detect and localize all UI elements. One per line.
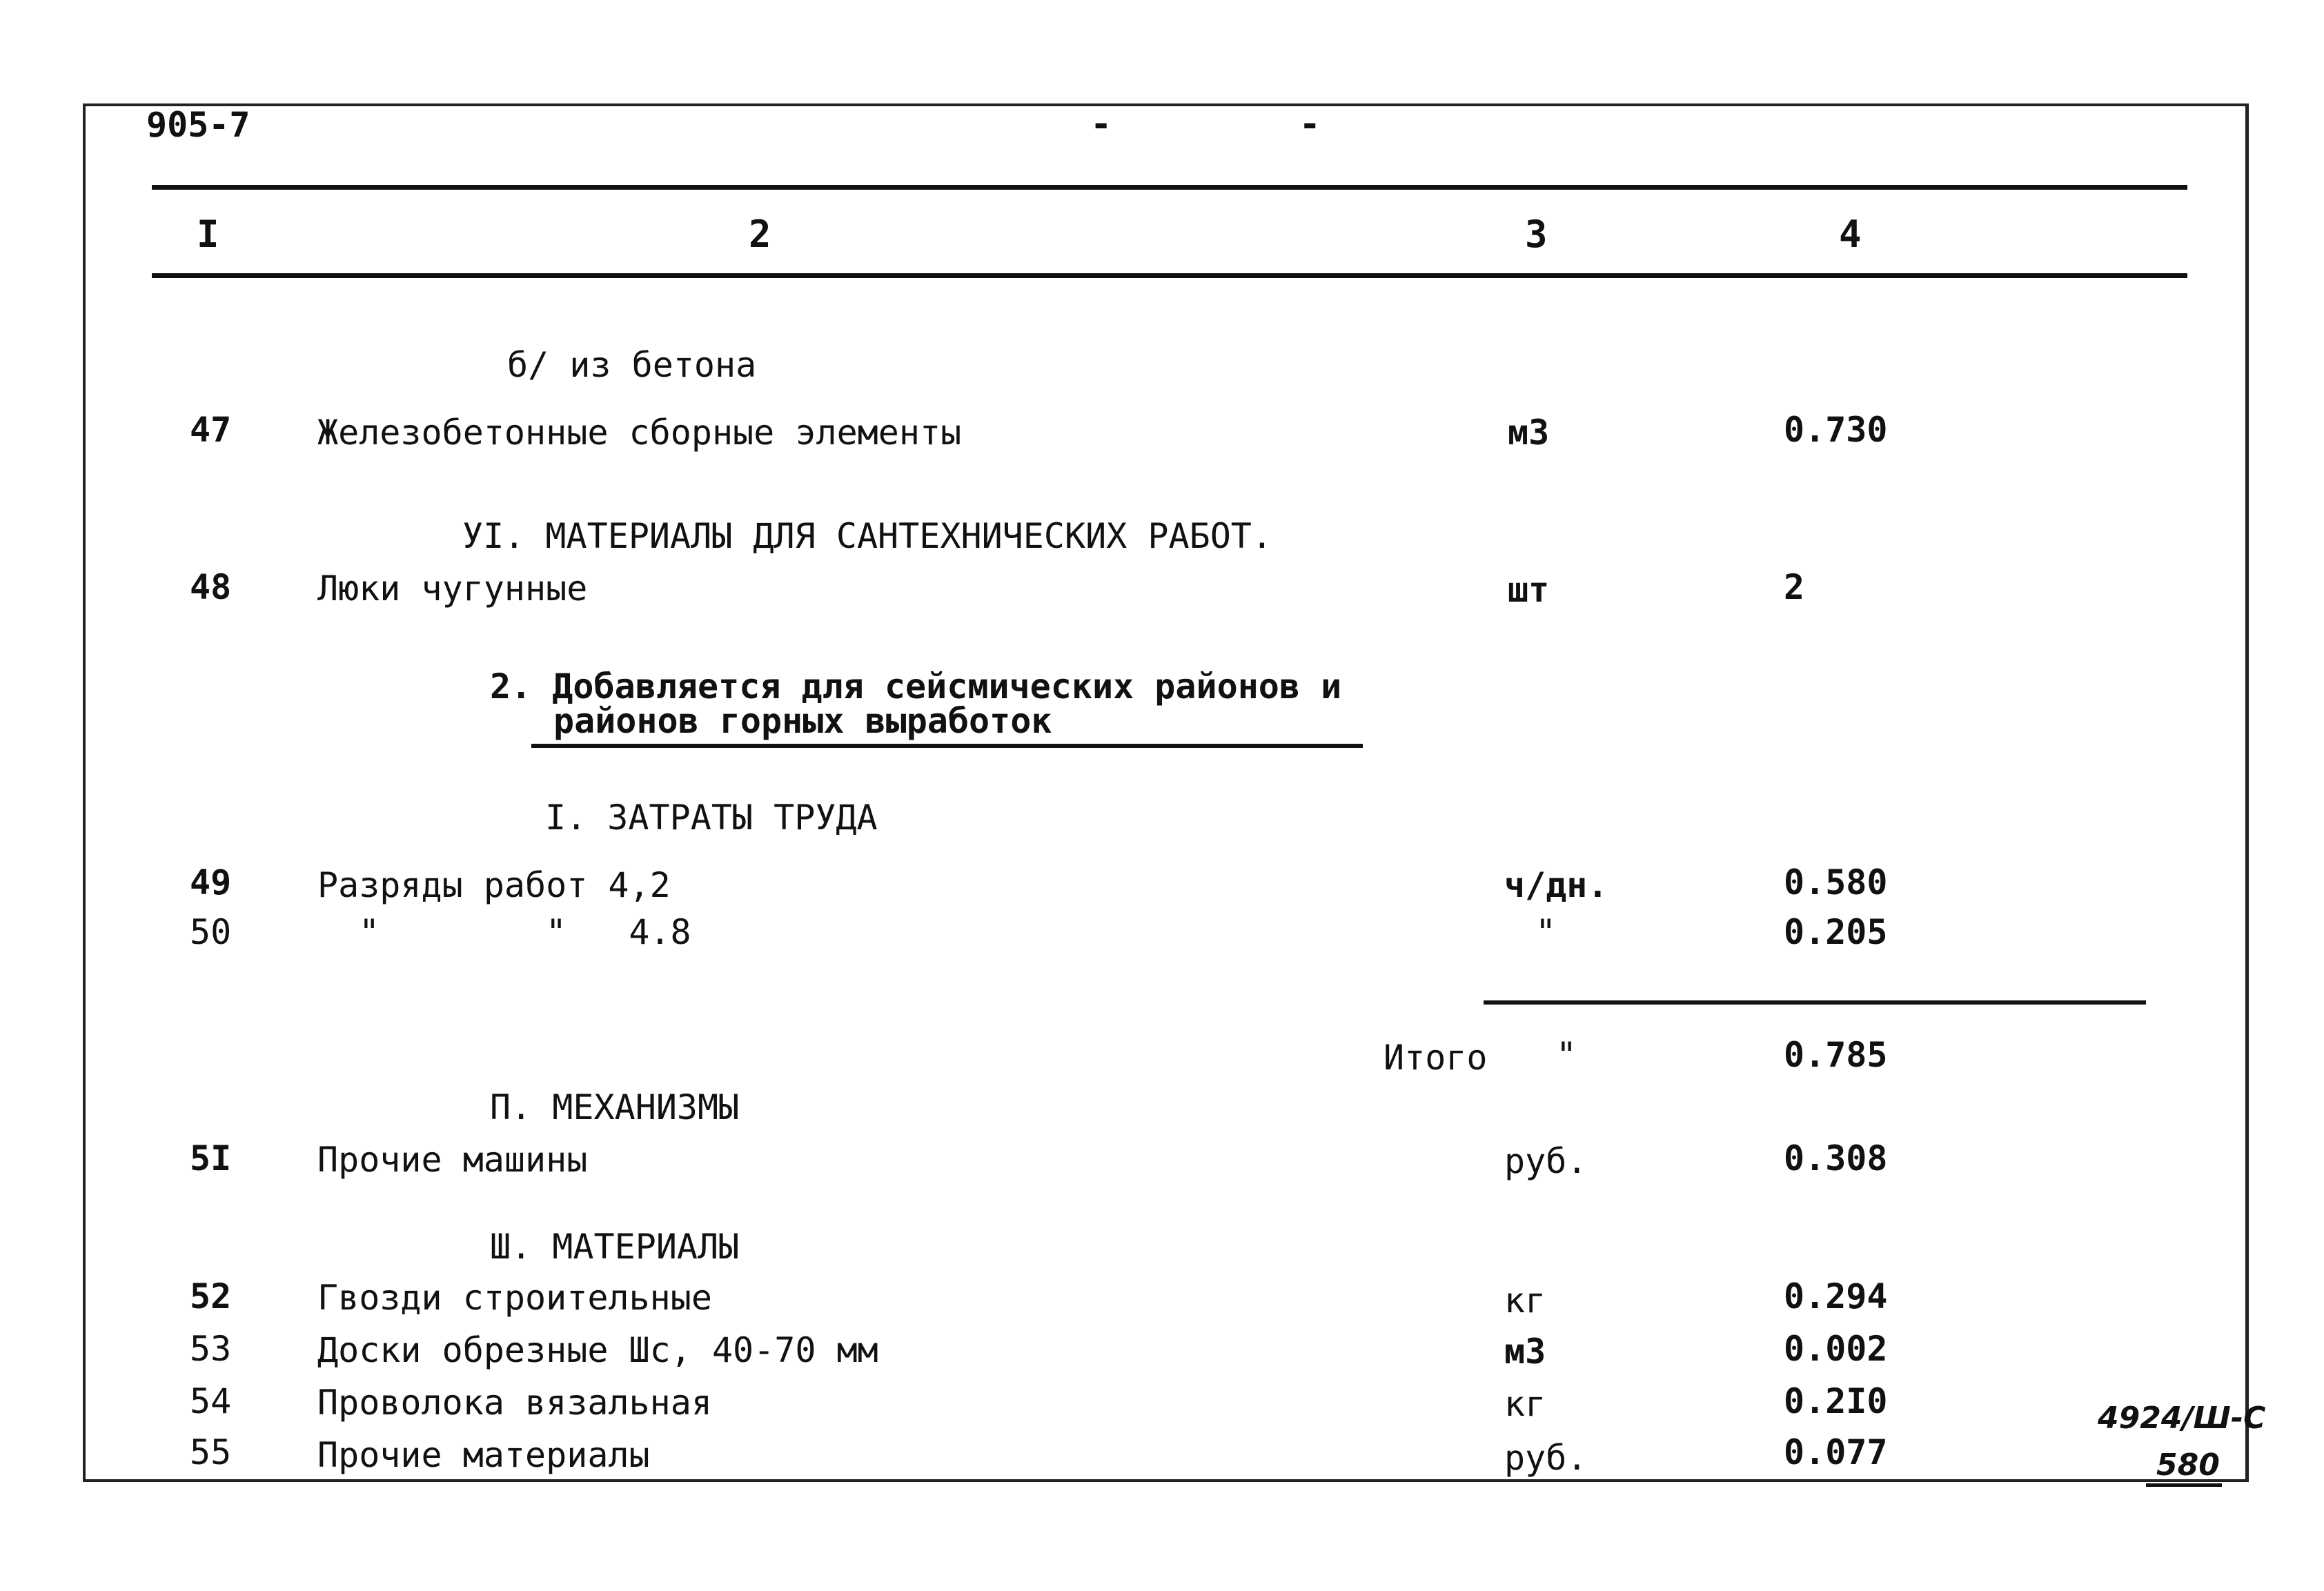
section-mechanisms: П. МЕХАНИЗМЫ <box>490 1087 740 1127</box>
archive-stamp-underline <box>2146 1483 2222 1487</box>
section-materials: Ш. МАТЕРИАЛЫ <box>490 1227 740 1267</box>
subtotal-value: 0.785 <box>1784 1035 1888 1075</box>
row-49-number: 49 <box>190 862 232 902</box>
row-54-name: Проволока вязальная <box>317 1383 712 1423</box>
column-header-2: 2 <box>749 213 771 256</box>
row-50-value: 0.205 <box>1784 912 1888 952</box>
row-55-number: 55 <box>190 1432 232 1472</box>
row-53-number: 53 <box>190 1329 232 1369</box>
row-52-name: Гвозди строительные <box>317 1278 712 1318</box>
page-number: - - <box>1090 103 1404 145</box>
row-48-name: Люки чугунные <box>317 569 588 609</box>
row-47-value: 0.730 <box>1784 410 1888 450</box>
row-48-unit: шт <box>1508 570 1550 610</box>
row-53-unit: м3 <box>1504 1332 1546 1372</box>
row-54-unit: кг <box>1504 1384 1546 1424</box>
section-seismic <box>490 666 1342 741</box>
row-54-number: 54 <box>190 1381 232 1421</box>
section-plumbing: УI. МАТЕРИАЛЫ ДЛЯ САНТЕХНИЧЕСКИХ РАБОТ. <box>462 516 1272 556</box>
section-seismic-line2: районов горных выработок <box>553 701 1052 741</box>
row-48-number: 48 <box>190 567 232 607</box>
row-47-unit: м3 <box>1508 413 1550 453</box>
row-47-number: 47 <box>190 410 232 450</box>
column-header-4: 4 <box>1839 213 1862 256</box>
row-49-unit: ч/дн. <box>1504 865 1608 905</box>
column-header-3: 3 <box>1525 213 1548 256</box>
row-50-name: " " 4.8 <box>359 912 691 952</box>
header-bottom-rule <box>152 273 2187 278</box>
row-52-number: 52 <box>190 1276 232 1316</box>
row-51-value: 0.308 <box>1784 1138 1888 1178</box>
header-top-rule <box>152 185 2187 190</box>
section-seismic-line1: 2. Добавляется для сейсмических районов и <box>490 666 1342 706</box>
section-seismic-underline <box>531 744 1363 748</box>
row-52-unit: кг <box>1504 1281 1546 1321</box>
row-55-value: 0.077 <box>1784 1432 1888 1472</box>
subtotal-label: Итого <box>1383 1038 1488 1078</box>
subtotal-rule <box>1484 1000 2146 1005</box>
row-55-name: Прочие материалы <box>317 1435 650 1475</box>
section-concrete: б/ из бетона <box>507 345 757 385</box>
archive-stamp-number: 580 <box>2156 1447 2220 1483</box>
document-code: 905-7 <box>146 105 250 145</box>
row-55-unit: руб. <box>1504 1438 1588 1478</box>
row-54-value: 0.2I0 <box>1784 1381 1888 1421</box>
row-51-number: 5I <box>190 1138 232 1178</box>
row-51-unit: руб. <box>1504 1141 1588 1181</box>
row-47-name: Железобетонные сборные элементы <box>317 413 962 453</box>
row-50-number: 50 <box>190 912 232 952</box>
row-53-value: 0.002 <box>1784 1329 1888 1369</box>
subtotal-unit: " <box>1556 1035 1577 1075</box>
row-50-unit: " <box>1535 912 1557 952</box>
row-51-name: Прочие машины <box>317 1140 588 1180</box>
sheet-frame <box>83 103 2249 1482</box>
column-header-1: I <box>197 213 219 256</box>
row-49-name: Разряды работ 4,2 <box>317 865 671 905</box>
archive-stamp-code: 4924/Ш-С <box>2098 1401 2266 1436</box>
row-53-name: Доски обрезные Шс, 40-70 мм <box>317 1330 878 1370</box>
row-52-value: 0.294 <box>1784 1276 1888 1316</box>
row-48-value: 2 <box>1784 567 1805 607</box>
section-labor: I. ЗАТРАТЫ ТРУДА <box>545 798 878 838</box>
row-49-value: 0.580 <box>1784 862 1888 902</box>
